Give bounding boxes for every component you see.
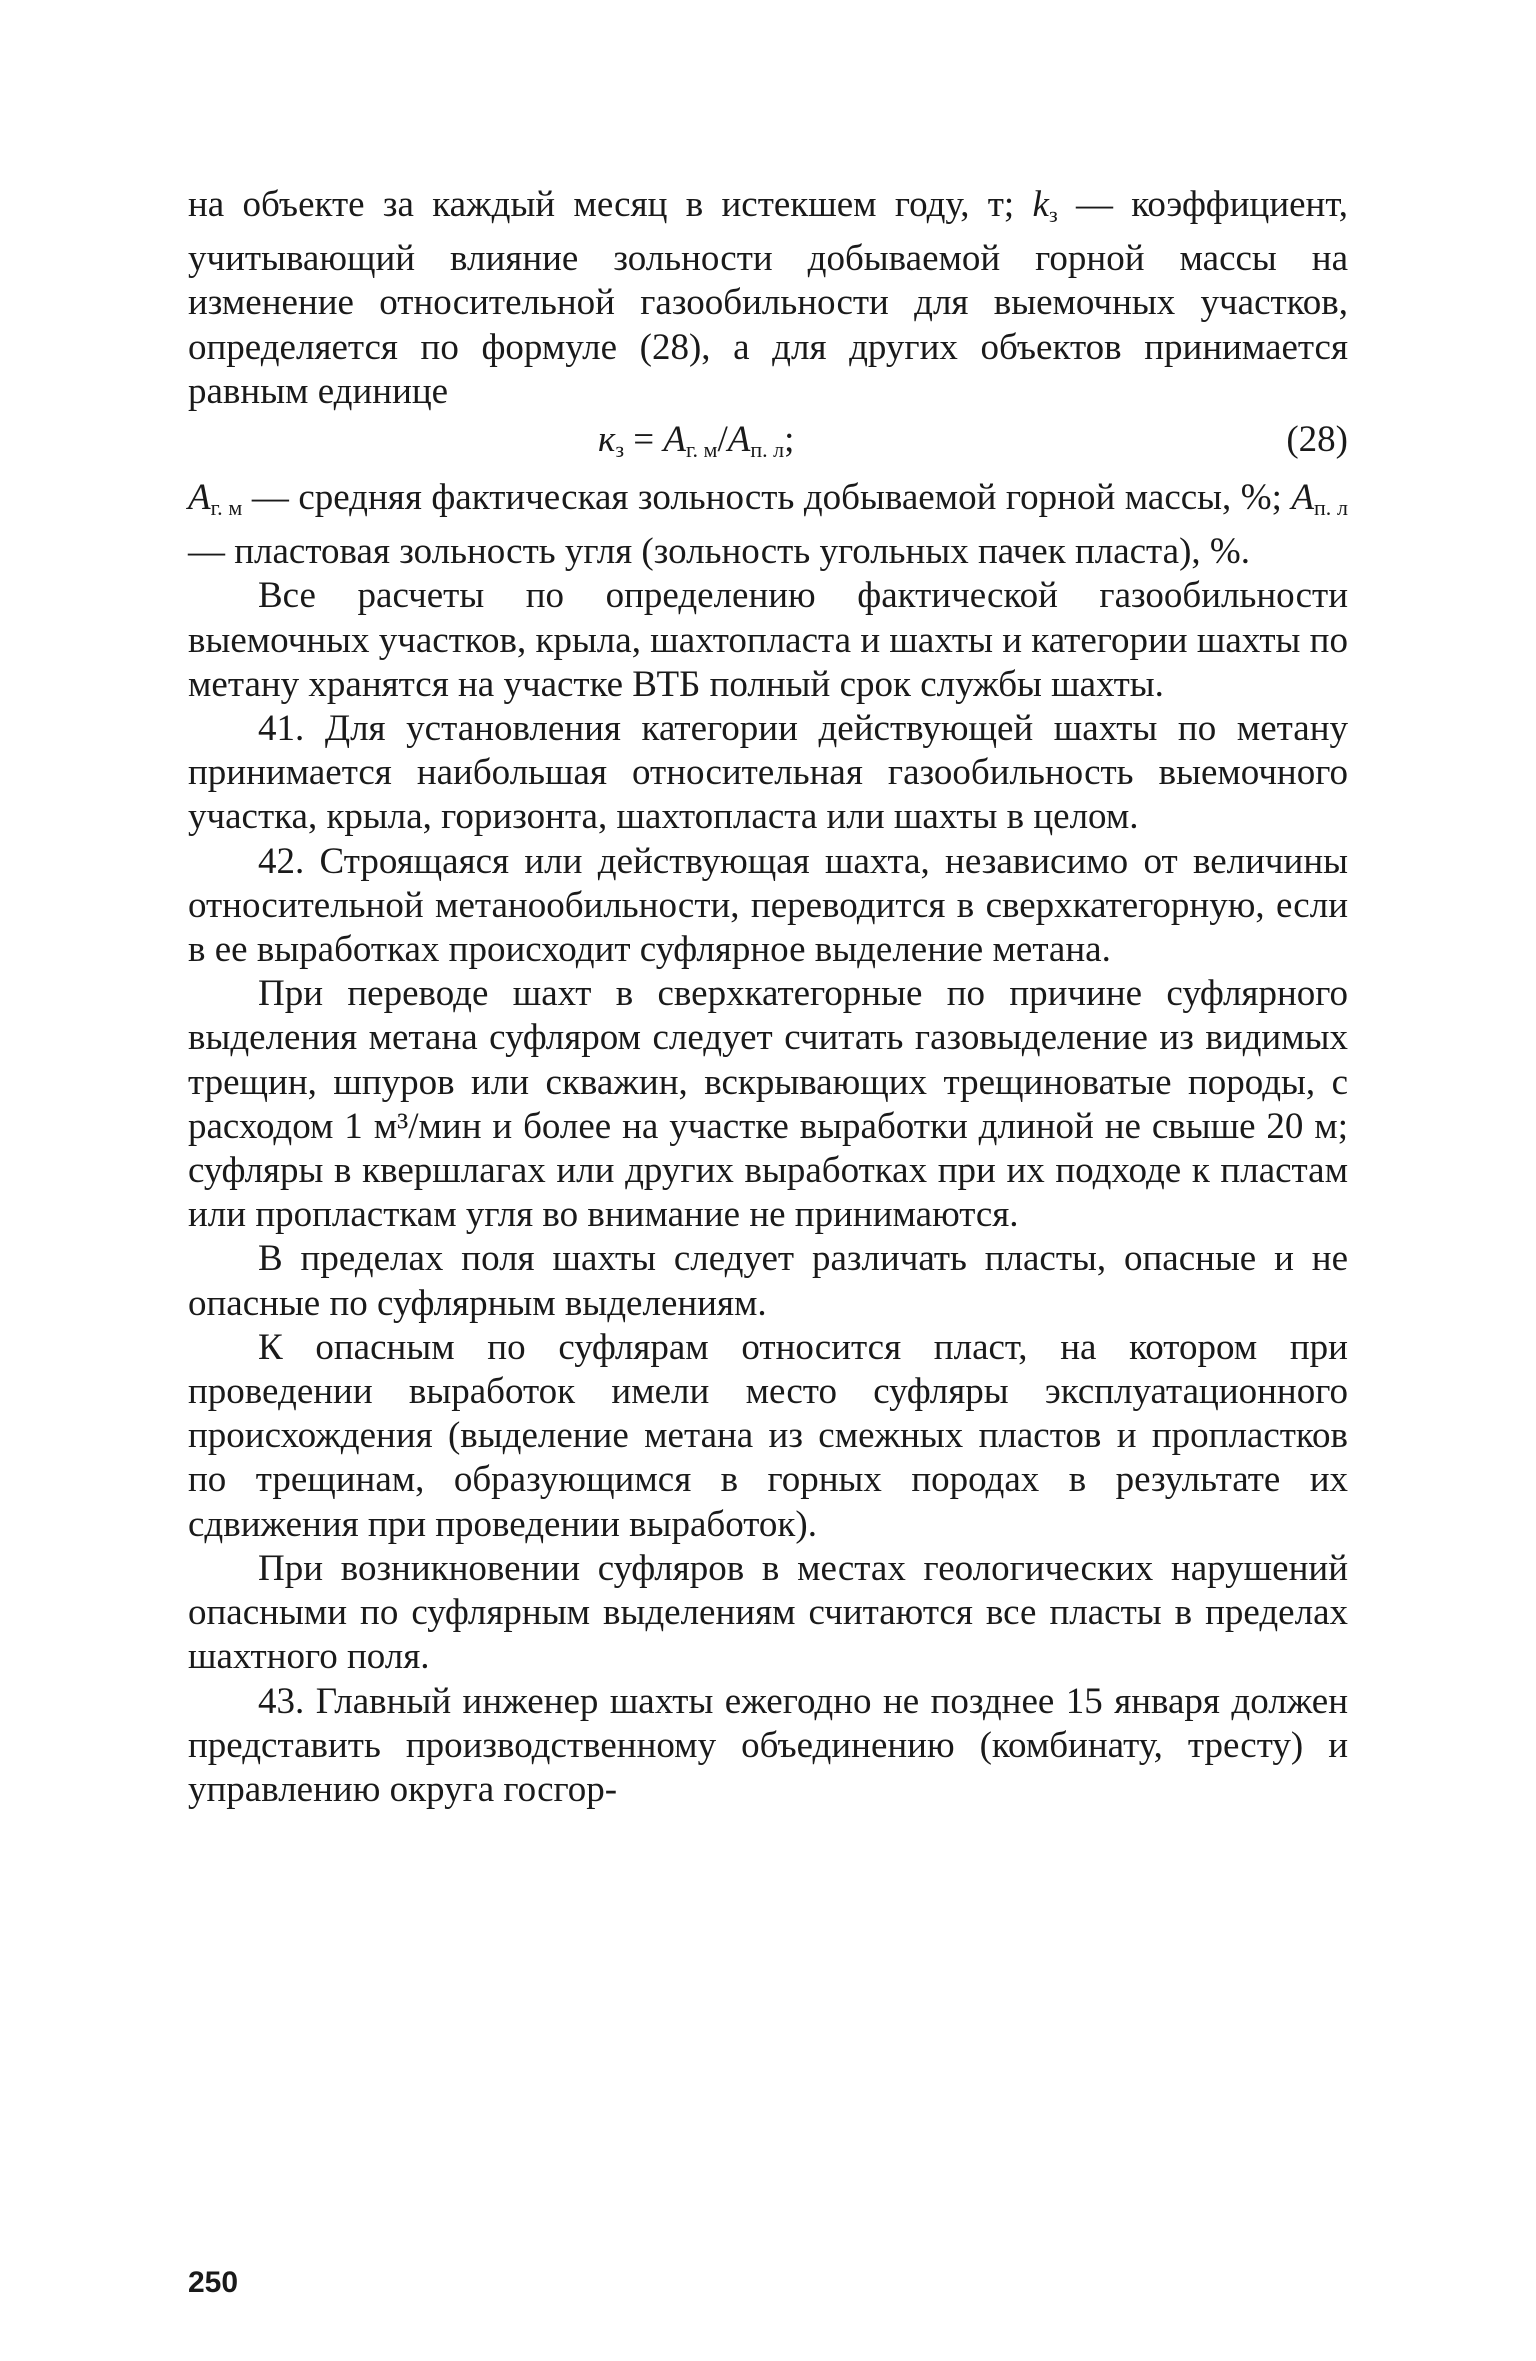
paragraph-definitions: $А_{г. м}$ — средняя фактическая зольность добываемой горной массы, %; $А_{п. л}$ — пластовая зольность угля (зольность угольных пачек пласта), %.: [188, 477, 1348, 573]
paragraph-item-42: 42. Строящаяся или действующая шахта, независимо от величины относительной метанообильности, переводится в сверхкатегорную, если в ее выработках происходит суфлярное выделение метана.: [188, 840, 1348, 971]
paragraph-geological-disturbances: При возникновении суфляров в местах геологических нарушений опасными по суфлярным выделениям считаются все пласты в пределах шахтного поля.: [188, 1547, 1348, 1678]
formula-number: (28): [1286, 419, 1348, 461]
paragraph-seam-classification: В пределах поля шахты следует различать пласты, опасные и не опасные по суфлярным выделениям.: [188, 1238, 1348, 1324]
formula-28: [188, 414, 1348, 470]
paragraph-records: Все расчеты по определению фактической газообильности выемочных участков, крыла, шахтопласта и шахты и категории шахты по метану хранятся на участке ВТБ полный срок службы шахты.: [188, 575, 1348, 705]
paragraph-item-41: 41. Для установления категории действующей шахты по метану принимается наибольшая относительная газообильность выемочного участка, крыла, горизонта, шахтопласта или шахты в целом.: [188, 708, 1348, 838]
page-body: [188, 183, 1348, 2299]
paragraph-suffle-definition: При переводе шахт в сверхкатегорные по причине суфлярного выделения метана суфляром следует считать газовыделение из видимых трещин, шпуров или скважин, вскрывающих трещиноватые породы, с расходом 1 м³/мин и более на участке выработки длиной не свыше 20 м; суфляры в квершлагах или других выработках при их подходе к пластам или пропласткам угля во внимание не принимаются.: [188, 973, 1348, 1236]
symbol-a-gm: $А_{г. м}$: [188, 477, 243, 521]
paragraph-intro-text: на объекте за каждый месяц в истекшем году, т;: [188, 184, 1033, 225]
symbol-a-pl: $А_{п. л}$: [1291, 477, 1348, 521]
paragraph-item-43: 43. Главный инженер шахты ежегодно не позднее 15 января должен представить производственному объединению (комбинату, тресту) и управлению округа госгор-: [188, 1680, 1348, 1810]
paragraph-hazardous-seam: К опасным по суфлярам относится пласт, на котором при проведении выработок имели место суфляры эксплуатационного происхождения (выделение метана из смежных пластов и пропластков по трещинам, образующимся в горных породах в результате их сдвижения при проведении выработок).: [188, 1326, 1348, 1545]
paragraph-intro-continuation: — коэффициент, учитывающий влияние зольности добываемой горной массы на изменение относительной газообильности для выемочных участков, определяется по формуле (28), а для других объектов принимается равным единице: [188, 184, 1348, 412]
paragraph-intro: [188, 183, 1348, 414]
formula-expression: $к_з = А_{г. м}/А_{п. л}$;: [598, 419, 795, 463]
symbol-kz: $k_з$: [1032, 184, 1058, 227]
page-number: 250: [188, 2266, 239, 2299]
